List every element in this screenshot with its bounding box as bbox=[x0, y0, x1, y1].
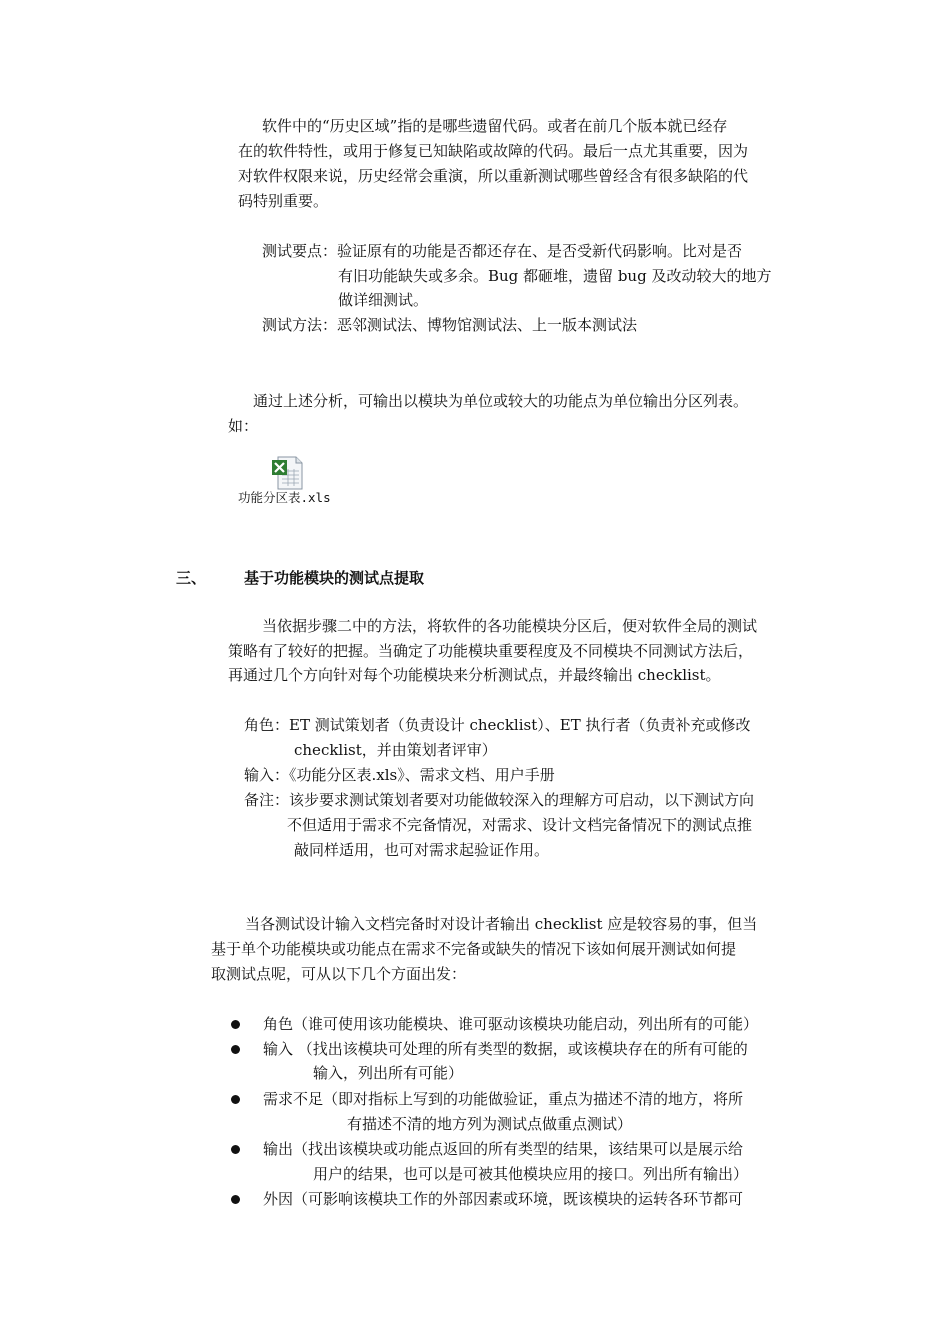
bullet-output-line1: 输出（找出该模块或功能点返回的所有类型的结果，该结果可以是展示给 bbox=[263, 1140, 744, 1158]
para3-line3: 再通过几个方向针对每个功能模块来分析测试点，并最终输出 checklist。 bbox=[228, 666, 721, 684]
para1-line4: 码特别重要。 bbox=[238, 192, 329, 210]
note-line1: 备注：该步要求测试策划者要对功能做较深入的理解方可启动，以下测试方向 bbox=[244, 791, 755, 809]
para1-line1: 软件中的“历史区域”指的是哪些遗留代码。或者在前几个版本就已经存 bbox=[262, 117, 728, 135]
para2-line1: 通过上述分析，可输出以模块为单位或较大的功能点为单位输出分区列表。 bbox=[253, 392, 749, 410]
bullet-requirement-line1: 需求不足（即对指标上写到的功能做验证，重点为描述不清的地方，将所 bbox=[263, 1090, 744, 1108]
test-focus-line2: 有旧功能缺失或多余。Bug 都砸堆，遗留 bug 及改动较大的地方 bbox=[338, 267, 772, 285]
para1-line3: 对软件权限来说，历史经常会重演，所以重新测试哪些曾经含有很多缺陷的代 bbox=[238, 167, 749, 185]
para2-line2: 如： bbox=[228, 417, 259, 435]
bullet-dot bbox=[231, 1195, 240, 1204]
section-title: 基于功能模块的测试点提取 bbox=[244, 569, 425, 587]
bullet-role: 角色（谁可使用该功能模块、谁可驱动该模块功能启动，列出所有的可能） bbox=[263, 1015, 759, 1033]
para1-line2: 在的软件特性，或用于修复已知缺陷或故障的代码。最后一点尤其重要，因为 bbox=[238, 142, 749, 160]
note-line3: 敲同样适用，也可对需求起验证作用。 bbox=[294, 841, 550, 859]
bullet-external-line1: 外因（可影响该模块工作的外部因素或环境，既该模块的运转各环节都可 bbox=[263, 1190, 744, 1208]
bullet-input-line2: 输入，列出所有可能） bbox=[313, 1064, 464, 1082]
test-focus-line3: 做详细测试。 bbox=[338, 291, 429, 309]
role-line1: 角色：ET 测试策划者（负责设计 checklist）、ET 执行者（负责补充或修改 bbox=[244, 716, 751, 734]
bullet-requirement-line2: 有描述不清的地方列为测试点做重点测试） bbox=[347, 1115, 633, 1133]
para3-line2: 策略有了较好的把握。当确定了功能模块重要程度及不同模块不同测试方法后， bbox=[228, 642, 754, 660]
attachment-filename[interactable]: 功能分区表.xls bbox=[238, 490, 331, 505]
excel-file-icon[interactable] bbox=[270, 455, 306, 491]
input-line: 输入：《功能分区表.xls》、需求文档、用户手册 bbox=[244, 766, 555, 784]
para4-line3: 取测试点呢，可从以下几个方面出发： bbox=[211, 965, 467, 983]
bullet-dot bbox=[231, 1095, 240, 1104]
note-line2: 不但适用于需求不完备情况，对需求、设计文档完备情况下的测试点推 bbox=[287, 816, 753, 834]
test-method-line: 测试方法：恶邻测试法、博物馆测试法、上一版本测试法 bbox=[262, 316, 638, 334]
bullet-input-line1: 输入 （找出该模块可处理的所有类型的数据，或该模块存在的所有可能的 bbox=[263, 1040, 748, 1058]
section-number: 三、 bbox=[176, 569, 207, 587]
para4-line1: 当各测试设计输入文档完备时对设计者输出 checklist 应是较容易的事，但当 bbox=[245, 915, 758, 933]
bullet-dot bbox=[231, 1020, 240, 1029]
bullet-dot bbox=[231, 1145, 240, 1154]
role-line2: checklist，并由策划者评审） bbox=[294, 741, 497, 759]
test-focus-line1: 测试要点：验证原有的功能是否都还存在、是否受新代码影响。比对是否 bbox=[262, 242, 743, 260]
para4-line2: 基于单个功能模块或功能点在需求不完备或缺失的情况下该如何展开测试如何提 bbox=[211, 940, 737, 958]
bullet-dot bbox=[231, 1045, 240, 1054]
para3-line1: 当依据步骤二中的方法，将软件的各功能模块分区后，便对软件全局的测试 bbox=[262, 617, 758, 635]
bullet-output-line2: 用户的结果，也可以是可被其他模块应用的接口。列出所有输出） bbox=[313, 1165, 749, 1183]
